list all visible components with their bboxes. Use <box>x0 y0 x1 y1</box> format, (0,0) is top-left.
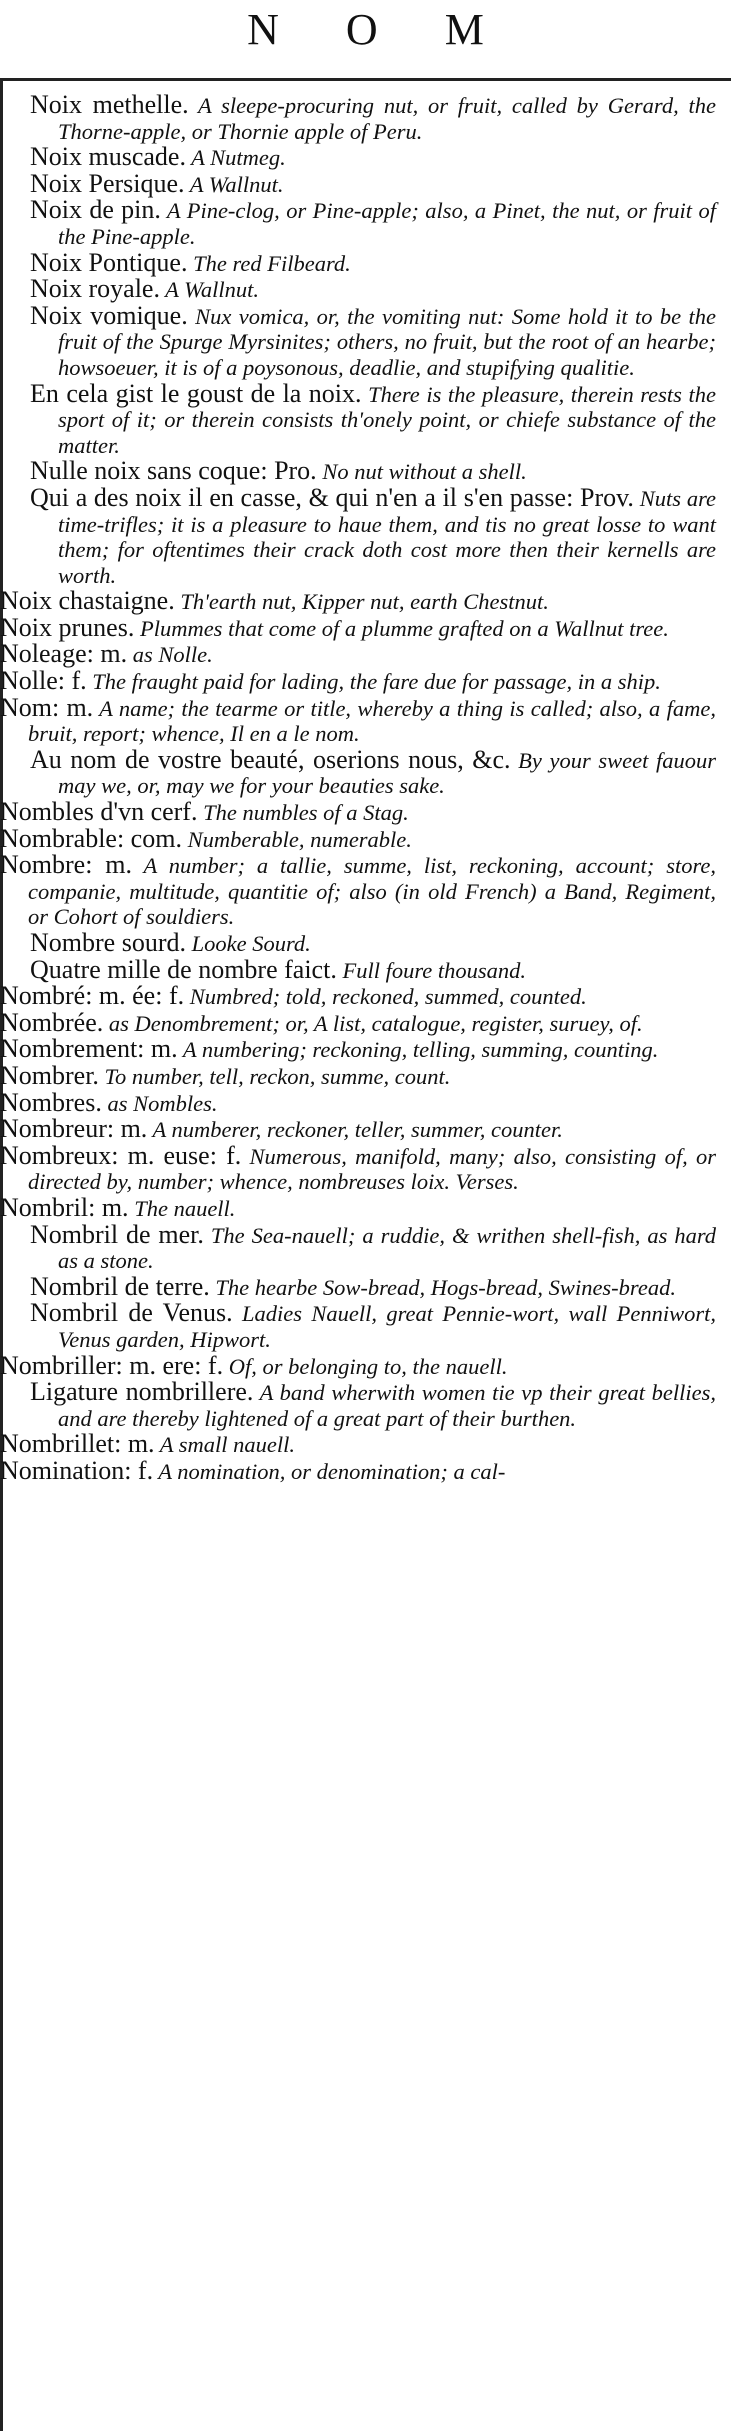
entry-headword: Nombril de terre. <box>30 1271 210 1301</box>
entry-headword: Nombrement: m. <box>0 1034 178 1064</box>
entry-headword: Noix chastaigne. <box>0 586 175 616</box>
header-rule <box>0 78 731 81</box>
entry-definition: A sleepe-procuring nut, or fruit, called by Gerard, the Thorne-apple, or Thornie apple of Peru. <box>58 93 716 144</box>
dictionary-entry <box>0 276 716 303</box>
entry-definition: as Nombles. <box>101 1090 218 1116</box>
dictionary-entry <box>0 1379 716 1431</box>
entry-headword: Noix vomique. <box>30 300 188 330</box>
entry-definition: Ladies Nauell, great Pennie-wort, wall Penniwort, Venus garden, Hipwort. <box>58 1301 716 1352</box>
entry-headword: Noix Persique. <box>30 168 185 198</box>
dictionary-entry <box>0 852 716 930</box>
entry-headword: Noix royale. <box>30 274 160 304</box>
dictionary-entry <box>0 92 716 144</box>
entry-headword: Nombril de Venus. <box>30 1298 233 1328</box>
dictionary-entry <box>0 300 716 381</box>
entry-definition: To number, tell, reckon, summe, count. <box>98 1063 451 1089</box>
entry-definition: The red Filbeard. <box>187 250 351 276</box>
dictionary-entry <box>0 482 716 588</box>
dictionary-entry <box>0 247 716 277</box>
entry-definition: The numbles of a Stag. <box>197 800 409 826</box>
entry-headword: Nulle noix sans coque: Pro. <box>30 456 317 486</box>
dictionary-entry <box>0 1455 716 1485</box>
entry-definition: A name; the tearme or title, whereby a thing is called; also, a fame, bruit, report; whence, Il en a le nom. <box>28 695 717 747</box>
entry-headword: Noix muscade. <box>30 142 186 172</box>
dictionary-entry <box>0 1060 716 1090</box>
dictionary-entry <box>0 144 716 171</box>
dictionary-entry <box>0 799 716 826</box>
entry-list <box>0 92 716 1484</box>
entry-headword: Nombrable: com. <box>0 823 182 853</box>
page-header: N O M <box>247 5 512 54</box>
entry-headword: Qui a des noix il en casse, & qui n'en a il s'en passe: Prov. <box>30 482 634 512</box>
dictionary-entry <box>0 1140 716 1195</box>
entry-definition: Numberable, numerable. <box>181 826 412 852</box>
entry-definition: The fraught paid for lading, the fare due for passage, in a ship. <box>86 669 661 695</box>
entry-definition: Numerous, manifold, many; also, consisting of, or directed by, number; whence, nombreuses loix. Verses. <box>28 1143 716 1195</box>
entry-headword: Noix methelle. <box>30 90 189 119</box>
entry-headword: Noleage: m. <box>0 639 128 669</box>
entry-headword: Noix de pin. <box>30 195 161 225</box>
entry-headword: Nombre sourd. <box>30 928 186 957</box>
entry-headword: Ligature nombrillere. <box>30 1377 254 1407</box>
entry-definition: Of, or belonging to, the nauell. <box>223 1353 508 1379</box>
dictionary-entry <box>0 1036 716 1063</box>
dictionary-entry <box>0 197 716 249</box>
dictionary-entry <box>0 1087 716 1117</box>
entry-definition: A Pine-clog, or Pine-apple; also, a Pinet, the nut, or fruit of the Pine-apple. <box>58 198 716 249</box>
entry-definition: Th'earth nut, Kipper nut, earth Chestnut. <box>174 589 549 615</box>
entry-headword: Noix prunes. <box>0 612 135 642</box>
entry-definition: A band wherwith women tie vp their great bellies, and are thereby lightened of a great part of their burthen. <box>58 1380 717 1431</box>
dictionary-entry <box>0 588 716 615</box>
entry-definition: A numberer, reckoner, teller, summer, counter. <box>147 1117 563 1143</box>
entry-definition: as Denombrement; or, A list, catalogue, register, suruey, of. <box>103 1010 643 1036</box>
dictionary-entry <box>0 668 716 695</box>
entry-definition: No nut without a shell. <box>316 459 527 485</box>
dictionary-entry <box>0 641 716 668</box>
entry-headword: Nomination: f. <box>0 1455 154 1485</box>
dictionary-entry <box>0 954 716 984</box>
dictionary-entry <box>0 1219 716 1274</box>
dictionary-entry <box>0 1116 716 1143</box>
entry-headword: Nombreur: m. <box>0 1114 148 1144</box>
entry-headword: En cela gist le goust de la noix. <box>30 378 362 408</box>
entry-definition: A numbering; reckoning, telling, summing, counting. <box>177 1037 659 1063</box>
entry-headword: Nombreux: m. euse: f. <box>0 1140 242 1170</box>
entry-definition: as Nolle. <box>127 642 213 668</box>
entry-definition: A Wallnut. <box>159 277 259 303</box>
dictionary-entry <box>0 744 717 799</box>
entry-definition: The hearbe Sow-bread, Hogs-bread, Swines-bread. <box>209 1274 676 1300</box>
entry-headword: Nombrer. <box>0 1060 99 1090</box>
dictionary-entry <box>0 823 716 853</box>
entry-headword: Nolle: f. <box>0 666 87 696</box>
dictionary-entry <box>0 168 716 198</box>
entry-headword: Nombril: m. <box>0 1192 129 1222</box>
entry-definition: Numbred; told, reckoned, summed, counted. <box>184 984 587 1010</box>
entry-headword: Noix Pontique. <box>30 247 188 277</box>
entry-definition: Nuts are time-trifles; it is a pleasure to haue them, and tis no great losse to want them; for oftentimes their crack doth cost more then their kernells are worth. <box>58 485 716 588</box>
entry-definition: The Sea-nauell; a ruddie, & writhen shell-fish, as hard as a stone. <box>58 1222 716 1274</box>
entry-definition: By your sweet fauour may we, or, may we for your beauties sake. <box>58 747 717 799</box>
dictionary-entry <box>0 1431 716 1458</box>
dictionary-entry <box>0 378 716 459</box>
entry-headword: Nom: m. <box>0 692 94 722</box>
dictionary-entry <box>0 1192 716 1222</box>
entry-definition: A number; a tallie, summe, list, reckoning, account; store, companie, multitude, quantitie of; also (in old French) a Band, Regiment, or Cohort of souldiers. <box>28 853 717 930</box>
dictionary-entry <box>0 930 716 957</box>
entry-headword: Nombres. <box>0 1087 102 1117</box>
entry-definition: The nauell. <box>128 1195 236 1221</box>
dictionary-entry <box>0 983 716 1010</box>
entry-headword: Nombré: m. ée: f. <box>0 981 185 1011</box>
dictionary-entry <box>0 692 717 747</box>
dictionary-entry <box>0 1350 716 1380</box>
dictionary-entry <box>0 612 716 642</box>
dictionary-entry <box>0 458 716 485</box>
entry-definition: Nux vomica, or, the vomiting nut: Some hold it to be the fruit of the Spurge Myrsinites; others, no fruit, but the root of an hearbe; howsoeuer, it is of a poysonous, deadlie, and stupifying qualitie. <box>58 303 716 380</box>
entry-headword: Nombrillet: m. <box>0 1429 155 1459</box>
entry-headword: Au nom de vostre beauté, oserions nous, &c. <box>30 744 511 774</box>
entry-definition: A Nutmeg. <box>185 145 286 171</box>
dictionary-entry <box>0 1271 716 1301</box>
entry-headword: Nombre: m. <box>0 850 132 880</box>
entry-definition: A Wallnut. <box>184 171 284 197</box>
dictionary-entry <box>0 1300 716 1352</box>
entry-headword: Nombles d'vn cerf. <box>0 797 198 827</box>
entry-definition: Looke Sourd. <box>185 931 311 956</box>
entry-headword: Quatre mille de nombre faict. <box>30 954 337 984</box>
entry-headword: Nombriller: m. ere: f. <box>0 1350 224 1380</box>
entry-definition: Full foure thousand. <box>336 957 526 983</box>
entry-definition: A nomination, or denomination; a cal- <box>153 1458 506 1484</box>
dictionary-entry <box>0 1007 716 1037</box>
entry-headword: Nombril de mer. <box>30 1219 204 1249</box>
entry-definition: Plummes that come of a plumme grafted on a Wallnut tree. <box>134 615 669 641</box>
entry-definition: There is the pleasure, therein rests the sport of it; or therein consists th'onely point, or chiefe substance of the matter. <box>58 381 716 458</box>
entry-definition: A small nauell. <box>154 1432 295 1458</box>
entry-headword: Nombrée. <box>0 1007 104 1037</box>
